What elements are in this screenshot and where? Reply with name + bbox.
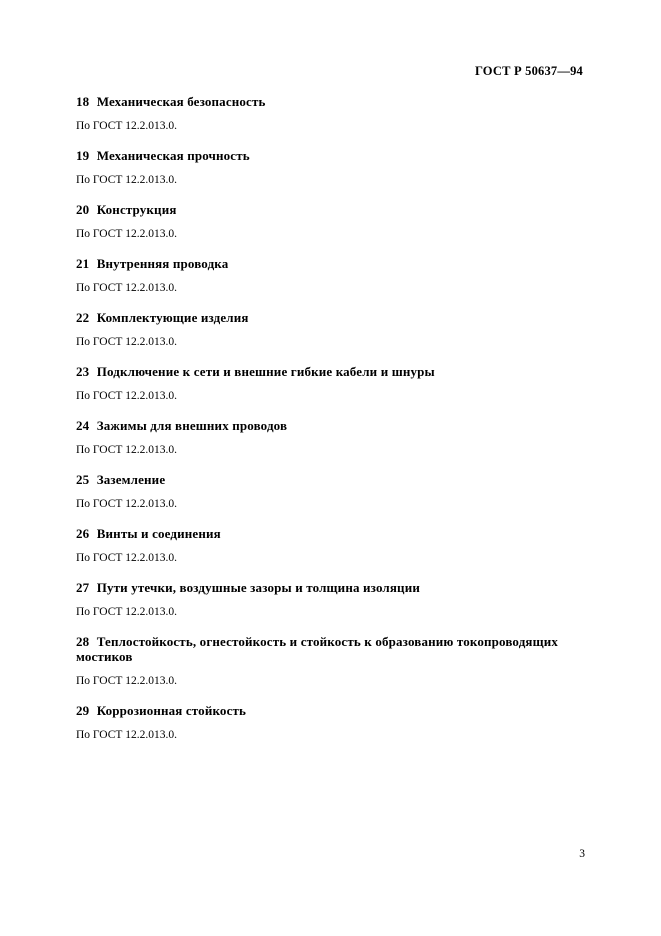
section-heading xyxy=(76,94,586,109)
section-title: Теплостойкость, огнестойкость и стойкость к образованию токопроводящих мостиков xyxy=(76,634,559,664)
section-number: 28 xyxy=(76,634,90,649)
section-heading xyxy=(76,256,586,271)
section-28 xyxy=(76,634,586,688)
section-text: По ГОСТ 12.2.013.0. xyxy=(76,606,178,618)
section-text: По ГОСТ 12.2.013.0. xyxy=(76,390,178,402)
section-title: Комплектующие изделия xyxy=(96,310,249,325)
section-21 xyxy=(76,256,586,295)
section-text: По ГОСТ 12.2.013.0. xyxy=(76,174,178,186)
section-text: По ГОСТ 12.2.013.0. xyxy=(76,228,178,240)
section-heading xyxy=(76,418,586,433)
section-title: Механическая прочность xyxy=(96,148,250,163)
section-23 xyxy=(76,364,586,403)
section-heading xyxy=(76,310,586,325)
section-number: 18 xyxy=(76,94,90,109)
section-title: Пути утечки, воздушные зазоры и толщина изоляции xyxy=(96,580,420,595)
section-22 xyxy=(76,310,586,349)
section-title: Зажимы для внешних проводов xyxy=(96,418,288,433)
section-text: По ГОСТ 12.2.013.0. xyxy=(76,444,178,456)
section-heading xyxy=(76,526,586,541)
section-title: Конструкция xyxy=(96,202,177,217)
section-number: 20 xyxy=(76,202,90,217)
section-25 xyxy=(76,472,586,511)
section-text: По ГОСТ 12.2.013.0. xyxy=(76,120,178,132)
document-body xyxy=(76,94,586,757)
section-heading xyxy=(76,364,586,379)
section-title: Заземление xyxy=(96,472,166,487)
section-number: 21 xyxy=(76,256,90,271)
section-heading xyxy=(76,634,586,664)
section-24 xyxy=(76,418,586,457)
section-heading xyxy=(76,580,586,595)
section-text: По ГОСТ 12.2.013.0. xyxy=(76,729,178,741)
section-title: Внутренняя проводка xyxy=(96,256,229,271)
section-number: 29 xyxy=(76,703,90,718)
section-29 xyxy=(76,703,586,742)
section-text: По ГОСТ 12.2.013.0. xyxy=(76,552,178,564)
section-heading xyxy=(76,472,586,487)
section-title: Винты и соединения xyxy=(96,526,221,541)
section-heading xyxy=(76,703,586,718)
section-number: 19 xyxy=(76,148,90,163)
section-title: Механическая безопасность xyxy=(96,94,266,109)
section-26 xyxy=(76,526,586,565)
document-code-header: ГОСТ Р 50637—94 xyxy=(474,64,583,78)
section-number: 22 xyxy=(76,310,90,325)
section-number: 23 xyxy=(76,364,90,379)
section-number: 27 xyxy=(76,580,90,595)
section-20 xyxy=(76,202,586,241)
section-text: По ГОСТ 12.2.013.0. xyxy=(76,498,178,510)
section-title: Коррозионная стойкость xyxy=(96,703,247,718)
section-number: 24 xyxy=(76,418,90,433)
section-text: По ГОСТ 12.2.013.0. xyxy=(76,282,178,294)
section-title: Подключение к сети и внешние гибкие кабели и шнуры xyxy=(96,364,435,379)
section-heading xyxy=(76,148,586,163)
section-18 xyxy=(76,94,586,133)
section-number: 25 xyxy=(76,472,90,487)
section-number: 26 xyxy=(76,526,90,541)
section-27 xyxy=(76,580,586,619)
section-text: По ГОСТ 12.2.013.0. xyxy=(76,675,178,687)
section-text: По ГОСТ 12.2.013.0. xyxy=(76,336,178,348)
section-19 xyxy=(76,148,586,187)
section-heading xyxy=(76,202,586,217)
page-number: 3 xyxy=(579,848,585,860)
